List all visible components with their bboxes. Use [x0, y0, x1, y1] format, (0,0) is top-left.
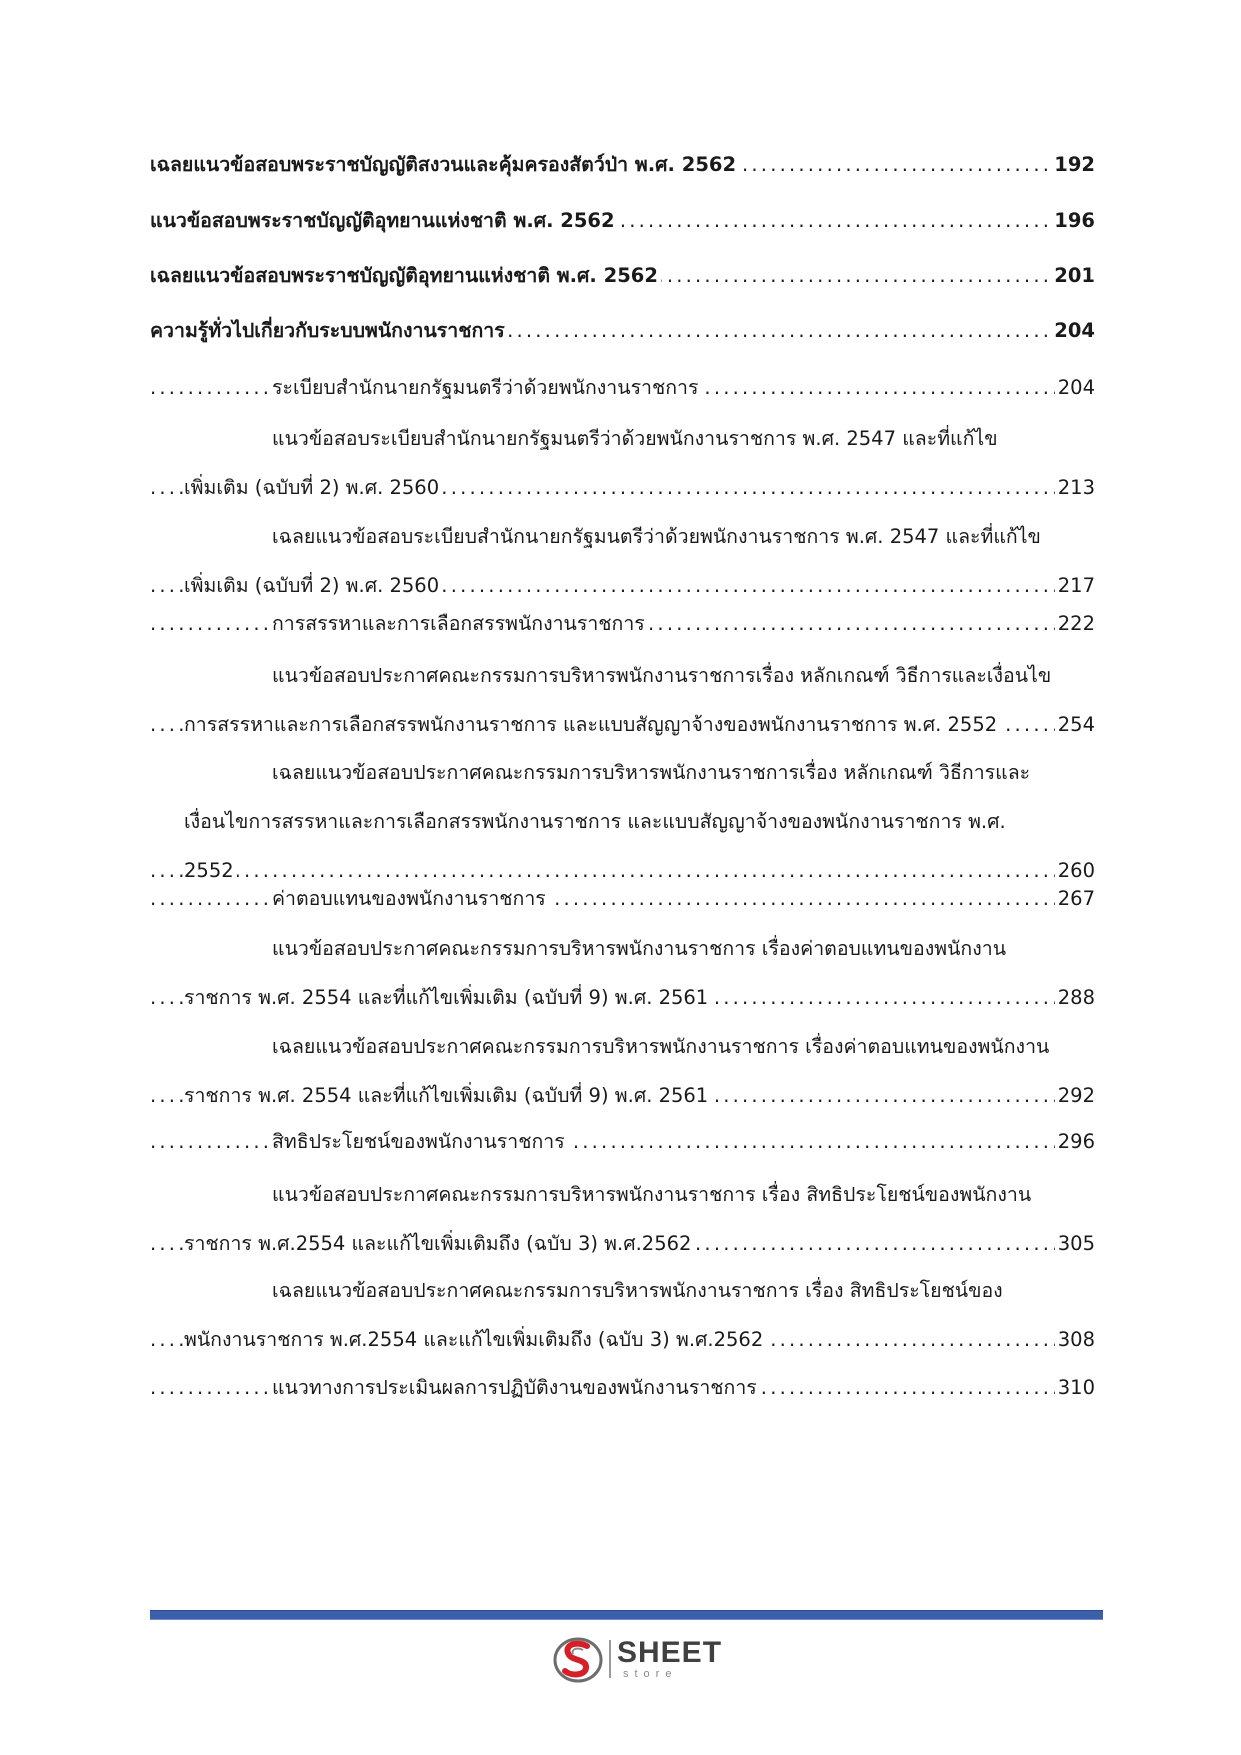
toc-entry-page-number: 192 [1051, 150, 1095, 180]
toc-entry-page-number: 310 [1055, 1373, 1095, 1403]
toc-entry-page-number: 213 [1055, 473, 1095, 503]
toc-entry-title: แนวทางการประเมินผลการปฏิบัติงานของพนักงานราชการ [272, 1376, 760, 1399]
toc-entry-title: ราชการ พ.ศ.2554 และแก้ไขเพิ่มเติมถึง (ฉบับ 3) พ.ศ.2562 [184, 1232, 694, 1255]
toc-entry[interactable] [150, 424, 1095, 503]
toc-entry-page-number: 254 [1055, 710, 1095, 740]
toc-entry[interactable] [150, 261, 1095, 291]
toc-entry-title: ระเบียบสำนักนายกรัฐมนตรีว่าด้วยพนักงานราชการ [272, 376, 701, 399]
toc-entry-title: การสรรหาและการเลือกสรรพนักงานราชการ และแบบสัญญาจ้างของพนักงานราชการ พ.ศ. 2552 [184, 713, 1000, 736]
toc-entry[interactable] [150, 206, 1095, 236]
toc-entry-title: ความรู้ทั่วไปเกี่ยวกับระบบพนักงานราชการ [150, 319, 508, 342]
toc-entry-page-number: 288 [1055, 983, 1095, 1013]
toc-entry[interactable] [150, 609, 1095, 639]
toc-entry-page-number: 260 [1055, 856, 1095, 886]
sheet-store-s-icon [553, 1634, 603, 1684]
toc-entry-title: เพิ่มเติม (ฉบับที่ 2) พ.ศ. 2560 [184, 476, 442, 499]
toc-entry-title: ราชการ พ.ศ. 2554 และที่แก้ไขเพิ่มเติม (ฉบับที่ 9) พ.ศ. 2561 [184, 1084, 711, 1107]
toc-entry-title: เฉลยแนวข้อสอบพระราชบัญญัติสงวนและคุ้มครองสัตว์ป่า พ.ศ. 2562 [150, 153, 739, 176]
logo-wordmark: SHEET [617, 1636, 723, 1669]
toc-entry-title: เฉลยแนวข้อสอบพระราชบัญญัติอุทยานแห่งชาติ พ.ศ. 2562 [150, 264, 661, 287]
toc-entry-page-number: 292 [1055, 1081, 1095, 1111]
toc-entry-title: แนวข้อสอบระเบียบสำนักนายกรัฐมนตรีว่าด้วยพนักงานราชการ พ.ศ. 2547 และที่แก้ไข [272, 427, 1001, 450]
toc-entry-title: การสรรหาและการเลือกสรรพนักงานราชการ [272, 612, 648, 635]
toc-entry-title: แนวข้อสอบพระราชบัญญัติอุทยานแห่งชาติ พ.ศ. 2562 [150, 209, 618, 232]
toc-entry-title: เฉลยแนวข้อสอบประกาศคณะกรรมการบริหารพนักงานราชการ เรื่อง สิทธิประโยชน์ของ [272, 1279, 1006, 1302]
toc-entry-title: สิทธิประโยชน์ของพนักงานราชการ [272, 1130, 568, 1153]
toc-entry-title: ค่าตอบแทนของพนักงานราชการ [272, 887, 549, 910]
footer-rule [150, 1610, 1103, 1620]
toc-entry-title: เงื่อนไขการสรรหาและการเลือกสรรพนักงานราชการ และแบบสัญญาจ้างของพนักงานราชการ พ.ศ. [184, 810, 1009, 833]
toc-entry-page-number: 204 [1051, 316, 1095, 346]
toc-entry-title: เฉลยแนวข้อสอบระเบียบสำนักนายกรัฐมนตรีว่าด้วยพนักงานราชการ พ.ศ. 2547 และที่แก้ไข [272, 525, 1044, 548]
toc-entry[interactable] [150, 1373, 1095, 1403]
toc-entry[interactable] [150, 758, 1095, 886]
toc-entry[interactable] [150, 373, 1095, 403]
toc-entry-page-number: 305 [1055, 1229, 1095, 1259]
toc-entry-page-number: 296 [1055, 1127, 1095, 1157]
toc-entry-title: แนวข้อสอบประกาศคณะกรรมการบริหารพนักงานราชการเรื่อง หลักเกณฑ์ วิธีการและเงื่อนไข [272, 664, 1054, 687]
toc-entry-title: แนวข้อสอบประกาศคณะกรรมการบริหารพนักงานราชการ เรื่อง สิทธิประโยชน์ของพนักงาน [272, 1183, 1034, 1206]
toc-entry-page-number: 196 [1051, 206, 1095, 236]
toc-entry[interactable] [150, 1032, 1095, 1111]
toc-entry-title: เพิ่มเติม (ฉบับที่ 2) พ.ศ. 2560 [184, 574, 442, 597]
toc-entry[interactable] [150, 661, 1095, 740]
toc-entry[interactable] [150, 884, 1095, 914]
toc-entry[interactable] [150, 150, 1095, 180]
toc-entry-page-number: 201 [1051, 261, 1095, 291]
toc-entry-page-number: 308 [1055, 1325, 1095, 1355]
logo-subword: store [623, 1668, 678, 1680]
toc-entry-title: พนักงานราชการ พ.ศ.2554 และแก้ไขเพิ่มเติมถึง (ฉบับ 3) พ.ศ.2562 [184, 1328, 766, 1351]
toc-entry[interactable] [150, 316, 1095, 346]
toc-entry[interactable] [150, 1180, 1095, 1259]
sheet-store-logo [553, 1630, 723, 1690]
logo-separator [609, 1640, 611, 1678]
toc-entry[interactable] [150, 1276, 1095, 1355]
toc-entry[interactable] [150, 934, 1095, 1013]
toc-entry-page-number: 217 [1055, 571, 1095, 601]
toc-entry-page-number: 267 [1055, 884, 1095, 914]
toc-entry-title: 2552 [184, 859, 237, 882]
toc-entry-title: แนวข้อสอบประกาศคณะกรรมการบริหารพนักงานราชการ เรื่องค่าตอบแทนของพนักงาน [272, 937, 1009, 960]
toc-entry-page-number: 222 [1055, 609, 1095, 639]
toc-entry-title: เฉลยแนวข้อสอบประกาศคณะกรรมการบริหารพนักงานราชการ เรื่องค่าตอบแทนของพนักงาน [272, 1035, 1052, 1058]
toc-entry-title: เฉลยแนวข้อสอบประกาศคณะกรรมการบริหารพนักงานราชการเรื่อง หลักเกณฑ์ วิธีการและ [272, 761, 1033, 784]
toc-entry[interactable] [150, 522, 1095, 601]
toc-entry[interactable] [150, 1127, 1095, 1157]
toc-entry-page-number: 204 [1055, 373, 1095, 403]
toc-entry-title: ราชการ พ.ศ. 2554 และที่แก้ไขเพิ่มเติม (ฉบับที่ 9) พ.ศ. 2561 [184, 986, 711, 1009]
